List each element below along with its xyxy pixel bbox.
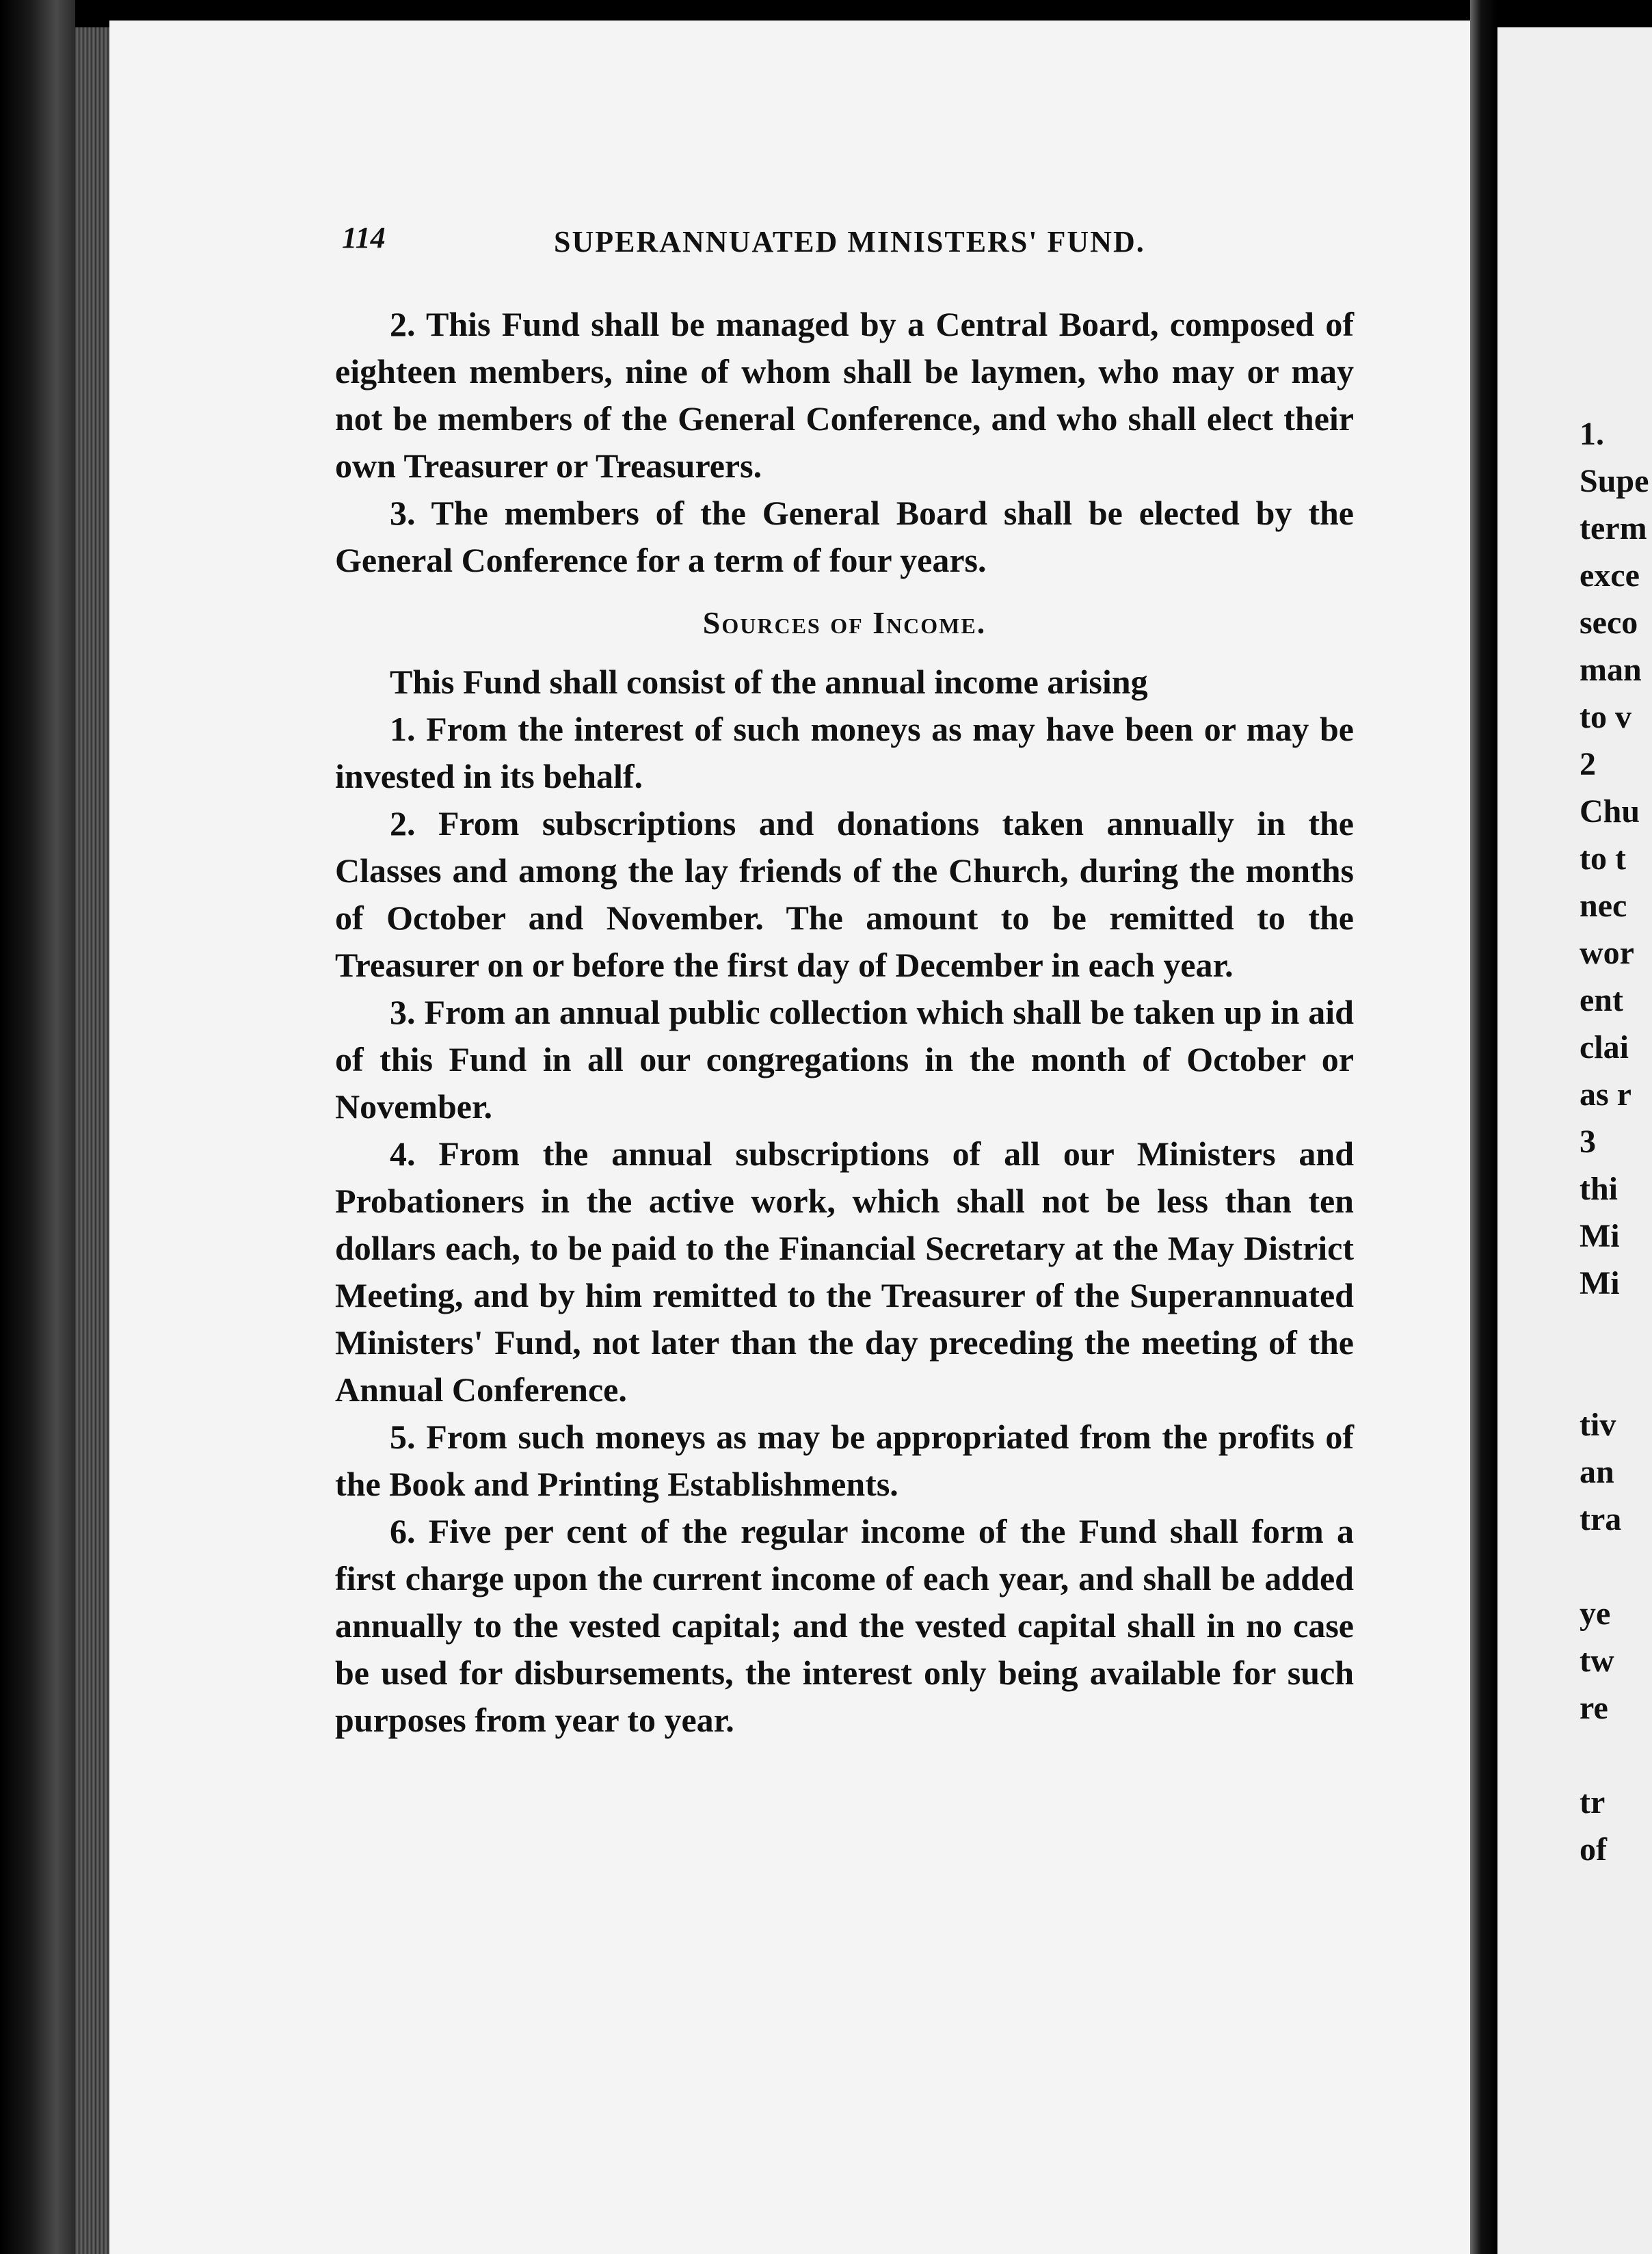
page-number: 114 xyxy=(342,221,386,254)
paragraph-board: 2. This Fund shall be managed by a Central Board, composed of eighteen members, nine of whom shall be laymen, who may or may not be members of the General Conference, and who shall elect their own Treasurer or Treasurers. xyxy=(335,305,1354,485)
paragraph-election: 3. The members of the General Board shall be elected by the General Conference for a term of four years. xyxy=(335,494,1354,579)
book-gutter xyxy=(1470,0,1497,2254)
paragraph-item-5: 5. From such moneys as may be appropriated from the profits of the Book and Printing Establishments. xyxy=(335,1418,1354,1503)
facing-page-text: 1. Supe term exce seco man to v 2 Chu to t nec wor ent clai as r 3 thi Mi Mi tiv an tra ye tw re tr of xyxy=(1580,416,1649,1868)
paragraph-item-6: 6. Five per cent of the regular income of the Fund shall form a first charge upon the current income of each year, and shall be added annually to the vested capital; and the vested capital shall in no case be used for disbursements, the interest only being available for such purposes from year to year. xyxy=(335,1512,1354,1739)
paragraph-item-4: 4. From the annual subscriptions of all our Ministers and Probationers in the active work, which shall not be less than ten dollars each, to be paid to the Financial Secretary at the May District Meeting, and by him remitted to the Treasurer of the Superannuated Ministers' Fund, not later than the day preceding the meeting of the Annual Conference. xyxy=(335,1135,1354,1409)
section-heading: Sources of Income. xyxy=(702,605,987,640)
paragraph-intro: This Fund shall consist of the annual income arising xyxy=(390,663,1148,701)
page-body xyxy=(335,301,1354,1744)
paragraph-item-3: 3. From an annual public collection which shall be taken up in aid of this Fund in all our congregations in the month of October or November. xyxy=(335,993,1354,1126)
paragraph-item-1: 1. From the interest of such moneys as may have been or may be invested in its behalf. xyxy=(335,710,1354,795)
book-binding-edge xyxy=(0,0,75,2254)
paragraph-item-2: 2. From subscriptions and donations taken annually in the Classes and among the lay friends of the Church, during the months of October and November. The amount to be remitted to the Treasurer on or before the first day of December in each year. xyxy=(335,804,1354,984)
running-head: SUPERANNUATED MINISTERS' FUND. xyxy=(554,225,1145,258)
